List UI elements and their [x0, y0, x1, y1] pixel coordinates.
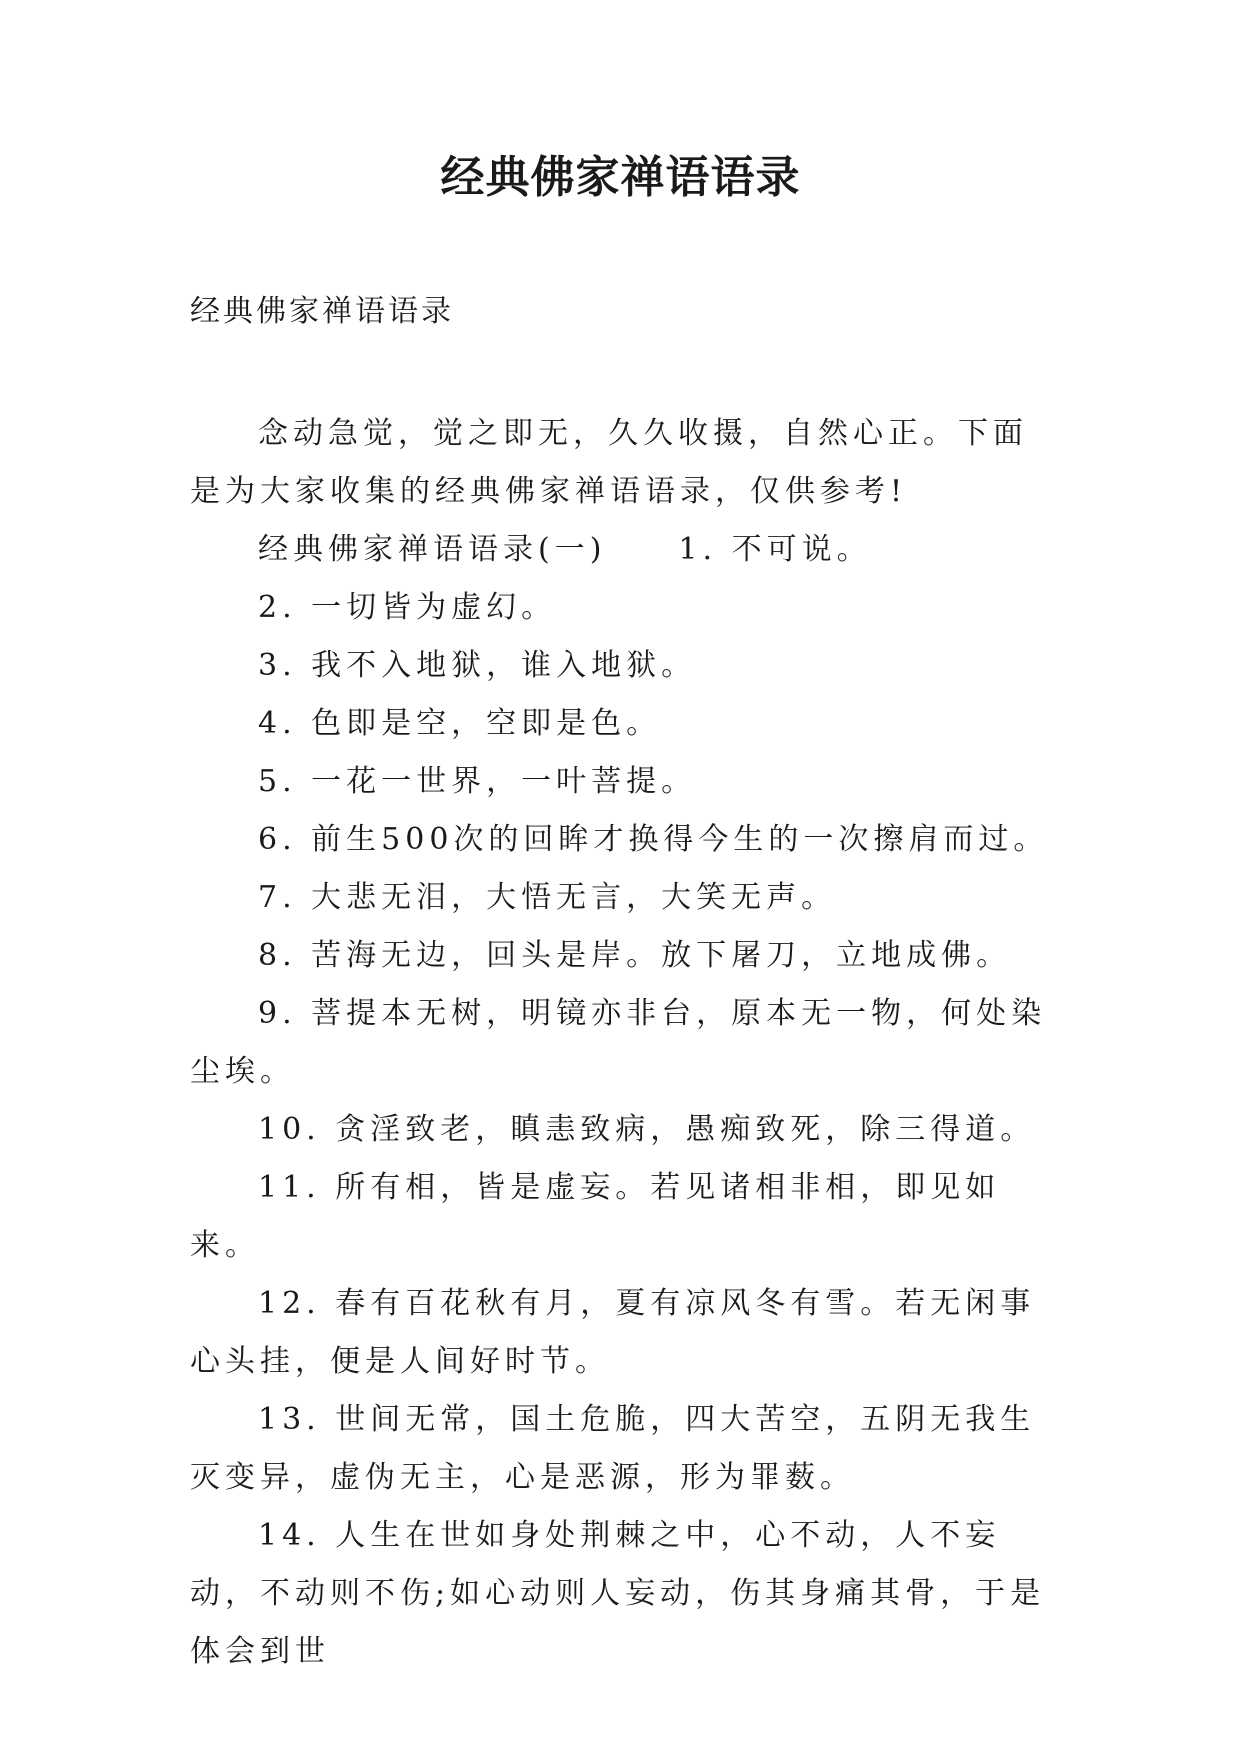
intro-paragraph: 念动急觉，觉之即无，久久收摄，自然心正。下面是为大家收集的经典佛家禅语语录，仅供参考! — [190, 416, 1028, 509]
list-item: 5. 一花一世界，一叶菩提。 — [258, 764, 697, 799]
list-item: 11. 所有相，皆是虚妄。若见诸相非相，即见如来。 — [190, 1170, 1001, 1263]
list-item: 14. 人生在世如身处荆棘之中，心不动，人不妄动，不动则不伤;如心动则人妄动，伤其身痛其骨，于是体会到世 — [190, 1518, 1046, 1669]
list-item: 7. 大悲无泪，大悟无言，大笑无声。 — [258, 880, 837, 915]
list-item: 4. 色即是空，空即是色。 — [258, 706, 662, 741]
document-subtitle: 经典佛家禅语语录 — [190, 294, 454, 329]
list-item: 12. 春有百花秋有月，夏有凉风冬有雪。若无闲事心头挂，便是人间好时节。 — [190, 1286, 1036, 1379]
list-item: 2. 一切皆为虚幻。 — [258, 590, 557, 625]
list-item: 13. 世间无常，国土危脆，四大苦空，五阴无我生灭变异，虚伪无主，心是恶源，形为罪薮。 — [190, 1402, 1036, 1495]
list-item: 10. 贪淫致老，瞋恚致病，愚痴致死，除三得道。 — [258, 1112, 1036, 1147]
list-item: 9. 菩提本无树，明镜亦非台，原本无一物，何处染尘埃。 — [190, 996, 1047, 1089]
list-item: 8. 苦海无边，回头是岸。放下屠刀，立地成佛。 — [258, 938, 1012, 973]
section-heading-line — [190, 521, 1054, 579]
document-body — [190, 405, 1054, 1681]
list-item: 3. 我不入地狱，谁入地狱。 — [258, 648, 697, 683]
section-heading: 经典佛家禅语语录(一) — [258, 532, 607, 567]
document-title: 经典佛家禅语语录 — [440, 152, 801, 203]
list-item: 6. 前生500次的回眸才换得今生的一次擦肩而过。 — [258, 822, 1049, 857]
list-item: 1. 不可说。 — [678, 532, 872, 567]
